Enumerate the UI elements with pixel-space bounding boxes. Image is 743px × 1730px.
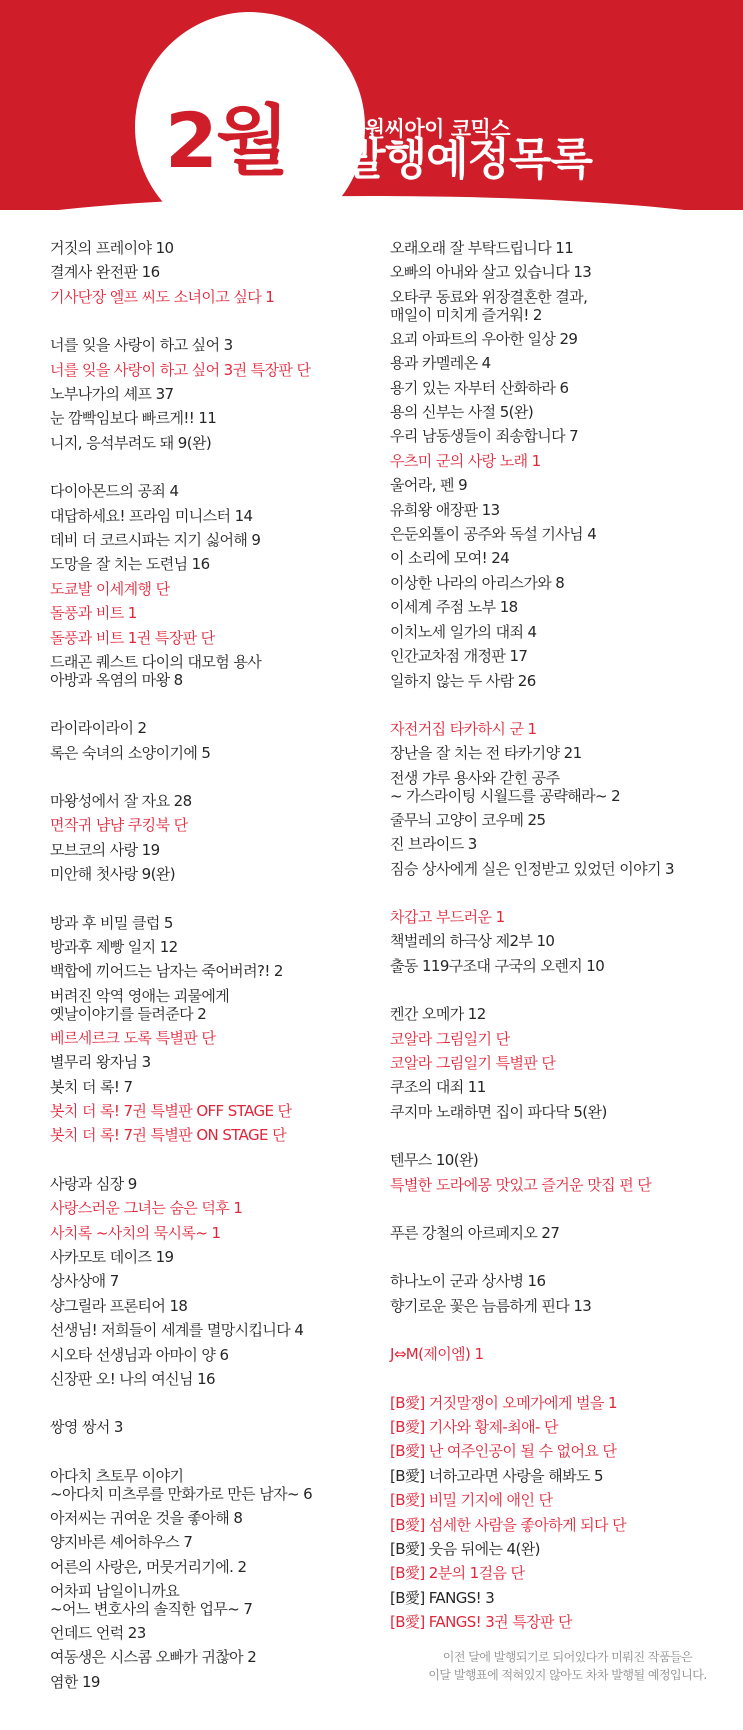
title-item: 향기로운 꽃은 늠름하게 핀다 13 xyxy=(390,1296,592,1315)
title-item: 출동 119구조대 구국의 오렌지 10 xyxy=(390,956,605,975)
title-item: 이치노세 일가의 대죄 4 xyxy=(390,622,537,641)
title-item: 백합에 끼어드는 남자는 죽어버려?! 2 xyxy=(50,962,283,981)
title-item: 미안해 첫사랑 9(완) xyxy=(50,865,176,884)
title-item-highlight: 차갑고 부드러운 1 xyxy=(390,907,505,926)
title-item-highlight: 면작귀 냠냠 쿠킹북 단 xyxy=(50,816,188,835)
title-item: 모브코의 사랑 19 xyxy=(50,840,160,859)
title-item: 신장판 오! 나의 여신님 16 xyxy=(50,1370,215,1389)
title-item: 니지, 응석부려도 돼 9(완) xyxy=(50,433,212,452)
title-item: 이 소리에 모여! 24 xyxy=(390,549,510,568)
header-wave xyxy=(0,196,743,210)
title-group xyxy=(50,333,370,455)
title-group xyxy=(50,479,370,692)
title-item: 이세계 주점 노부 18 xyxy=(390,598,518,617)
title-item: 록은 숙녀의 소양이기에 5 xyxy=(50,743,211,762)
title-item: 이상한 나라의 아리스가와 8 xyxy=(390,573,565,592)
title-item: 눈 깜빡임보다 빠르게!! 11 xyxy=(50,409,217,428)
title-item-highlight: 코알라 그림일기 특별판 단 xyxy=(390,1053,556,1072)
page-title: 발행예정목록 xyxy=(343,134,593,185)
footnote-line: 이전 달에 발행되기로 되어있다가 미뤄진 작품들은 xyxy=(442,1650,693,1664)
title-item: 짐승 상사에게 실은 인정받고 있었던 이야기 3 xyxy=(390,859,674,878)
title-item: 오래오래 잘 부탁드립니다 11 xyxy=(390,239,574,257)
left-column xyxy=(50,236,370,1718)
title-item: 용과 카멜레온 4 xyxy=(390,354,491,373)
title-item: 별무리 왕자님 3 xyxy=(50,1053,151,1072)
title-group xyxy=(390,717,735,881)
footnote-line: 이달 발행표에 적혀있지 않아도 차차 발행될 예정입니다. xyxy=(428,1668,707,1682)
title-item-highlight: 특별한 도라에몽 맛있고 즐거운 맛집 편 단 xyxy=(390,1175,652,1194)
title-item-highlight: J⇔M(제이엠) 1 xyxy=(390,1345,484,1364)
title-item: 언데드 언럭 23 xyxy=(50,1624,146,1643)
title-item-highlight: 봇치 더 록! 7권 특별판 ON STAGE 단 xyxy=(50,1126,286,1145)
title-item: 은둔외톨이 공주와 독설 기사님 4 xyxy=(390,525,597,544)
title-item: 방과후 제빵 일지 12 xyxy=(50,937,178,956)
title-item: 양지바른 셰어하우스 7 xyxy=(50,1533,193,1552)
title-group xyxy=(50,236,370,309)
title-item-highlight: [B愛] 난 여주인공이 될 수 없어요 단 xyxy=(390,1442,617,1461)
title-item: [B愛] 웃음 뒤에는 4(완) xyxy=(390,1540,540,1559)
title-item: 일하지 않는 두 사람 26 xyxy=(390,671,536,690)
title-item xyxy=(390,766,735,808)
title-item-line: 옛날이야기를 들려준다 2 xyxy=(50,1004,207,1023)
title-item-highlight: 봇치 더 록! 7권 특별판 OFF STAGE 단 xyxy=(50,1101,292,1120)
title-item: [B愛] FANGS! 3 xyxy=(390,1588,495,1607)
title-item: 대답하세요! 프라임 미니스터 14 xyxy=(50,506,253,525)
title-item-highlight: 기사단장 엘프 씨도 소녀이고 싶다 1 xyxy=(50,287,275,306)
title-item: 장난을 잘 치는 전 타카기양 21 xyxy=(390,744,582,763)
title-item-highlight: 돌풍과 비트 1 xyxy=(50,604,137,623)
title-item: 마왕성에서 잘 자요 28 xyxy=(50,791,192,810)
title-group xyxy=(390,236,735,693)
title-item-line: ~어느 변호사의 솔직한 업무~ 7 xyxy=(50,1600,253,1619)
title-item: 하나노이 군과 상사병 16 xyxy=(390,1272,546,1291)
title-item: 여동생은 시스콤 오빠가 귀찮아 2 xyxy=(50,1648,257,1667)
title-item: 라이라이라이 2 xyxy=(50,719,147,738)
title-item-line: ~ 가스라이팅 시월드를 공략해라~ 2 xyxy=(390,786,621,805)
title-item: 노부나가의 셰프 37 xyxy=(50,385,174,404)
title-item: 푸른 강철의 아르페지오 27 xyxy=(390,1224,560,1242)
title-group xyxy=(390,1342,735,1366)
title-item-line: ~아다치 미츠루를 만화가로 만든 남자~ 6 xyxy=(50,1484,313,1503)
title-item-line: 오타쿠 동료와 위장결혼한 결과, xyxy=(390,287,588,306)
title-item: 사카모토 데이즈 19 xyxy=(50,1248,174,1266)
title-item-highlight: 도쿄발 이세계행 단 xyxy=(50,579,170,598)
title-item: 진 브라이드 3 xyxy=(390,835,477,854)
title-item-highlight: 코알라 그림일기 단 xyxy=(390,1029,510,1048)
right-column xyxy=(390,236,735,1659)
title-item-highlight: 사랑스러운 그녀는 숨은 덕후 1 xyxy=(50,1199,243,1218)
title-item: 텐무스 10(완) xyxy=(390,1151,479,1170)
title-group xyxy=(50,1172,370,1392)
title-item: 염한 19 xyxy=(50,1672,100,1691)
title-item: 아저씨는 귀여운 것을 좋아해 8 xyxy=(50,1508,243,1527)
title-item-highlight: [B愛] FANGS! 3권 특장판 단 xyxy=(390,1613,572,1632)
title-item: 사랑과 심장 9 xyxy=(50,1174,137,1193)
title-item-highlight: [B愛] 거짓말쟁이 오메가에게 벌을 1 xyxy=(390,1393,617,1412)
title-item: 쿠지마 노래하면 집이 파다닥 5(완) xyxy=(390,1102,607,1121)
title-item: 우리 남동생들이 죄송합니다 7 xyxy=(390,427,579,446)
title-item-line: 드래곤 퀘스트 다이의 대모험 용사 xyxy=(50,653,262,672)
title-item-highlight: 우츠미 군의 사랑 노래 1 xyxy=(390,451,541,470)
title-item: 줄무늬 고양이 코우메 25 xyxy=(390,810,546,829)
title-item: 봇치 더 록! 7 xyxy=(50,1077,133,1096)
title-group xyxy=(390,1269,735,1318)
title-item-highlight: 자전거집 타카하시 군 1 xyxy=(390,719,537,738)
title-item xyxy=(50,650,370,692)
title-item-line: 전생 갸루 용사와 갇힌 공주 xyxy=(390,768,560,787)
title-item-line: 버려진 악역 영애는 괴물에게 xyxy=(50,986,230,1005)
title-item-line: 아방과 옥염의 마왕 8 xyxy=(50,671,183,690)
title-item-highlight: 베르세르크 도록 특별판 단 xyxy=(50,1028,216,1047)
title-item xyxy=(50,1464,370,1506)
title-item: 책벌레의 하극상 제2부 10 xyxy=(390,932,555,951)
title-item: 어른의 사랑은, 머뭇거리기에. 2 xyxy=(50,1557,247,1576)
title-item: 상사상애 7 xyxy=(50,1272,119,1291)
title-item-highlight: 너를 잊을 사랑이 하고 싶어 3권 특장판 단 xyxy=(50,360,311,379)
title-item xyxy=(390,285,735,327)
title-item: 선생님! 저희들이 세계를 멸망시킵니다 4 xyxy=(50,1321,304,1340)
title-item: 용의 신부는 사절 5(완) xyxy=(390,403,534,422)
title-item: 거짓의 프레이야 10 xyxy=(50,239,174,257)
title-item: [B愛] 너하고라면 사랑을 해봐도 5 xyxy=(390,1466,604,1485)
title-item-line: 어차피 남일이니까요 xyxy=(50,1582,180,1601)
title-item-line: 아다치 츠토무 이야기 xyxy=(50,1466,184,1485)
title-item-line: 매일이 미치게 즐거워! 2 xyxy=(390,305,542,324)
month-label: 2월 xyxy=(165,96,288,185)
title-item: 켄간 오메가 12 xyxy=(390,1005,486,1024)
title-group xyxy=(50,911,370,1148)
title-group xyxy=(50,789,370,887)
title-item: 쿠조의 대죄 11 xyxy=(390,1078,486,1097)
title-item: 너를 잊을 사랑이 하고 싶어 3 xyxy=(50,336,233,355)
title-item: 유희왕 애장판 13 xyxy=(390,500,500,519)
title-group xyxy=(50,1415,370,1439)
title-item: 울어라, 펜 9 xyxy=(390,476,468,495)
title-item: 샹그릴라 프론티어 18 xyxy=(50,1296,188,1315)
title-item: 다이아몬드의 공죄 4 xyxy=(50,482,179,501)
title-group xyxy=(390,1002,735,1124)
title-item: 방과 후 비밀 클럽 5 xyxy=(50,913,173,932)
title-group xyxy=(390,1391,735,1635)
title-item: 오빠의 아내와 살고 있습니다 13 xyxy=(390,263,592,282)
title-item xyxy=(50,1579,370,1621)
title-item-highlight: [B愛] 2분의 1걸음 단 xyxy=(390,1564,525,1583)
title-item: 인간교차점 개정판 17 xyxy=(390,647,528,666)
title-item-highlight: 돌풍과 비트 1권 특장판 단 xyxy=(50,628,215,647)
title-group xyxy=(390,905,735,978)
title-group xyxy=(390,1221,735,1245)
title-item: 시오타 선생님과 아마이 양 6 xyxy=(50,1345,229,1364)
title-item-highlight: 사치록 ~사치의 묵시록~ 1 xyxy=(50,1223,221,1242)
title-item xyxy=(50,984,370,1026)
title-item: 도망을 잘 치는 도련님 16 xyxy=(50,555,210,574)
title-item: 용기 있는 자부터 산화하라 6 xyxy=(390,378,569,397)
title-item: 데비 더 코르시파는 지기 싫어해 9 xyxy=(50,531,261,550)
title-item: 요괴 아파트의 우아한 일상 29 xyxy=(390,329,578,348)
title-group xyxy=(50,716,370,765)
title-item: 쌍영 쌍서 3 xyxy=(50,1418,123,1437)
title-item-highlight: [B愛] 기사와 황제-최애- 단 xyxy=(390,1418,558,1437)
title-item: 결계사 완전판 16 xyxy=(50,263,160,282)
title-item-highlight: [B愛] 섬세한 사람을 좋아하게 되다 단 xyxy=(390,1515,627,1534)
publisher-label: 대원씨아이 코믹스 xyxy=(345,117,511,141)
title-group xyxy=(50,1464,370,1694)
title-item-highlight: [B愛] 비밀 기지에 애인 단 xyxy=(390,1491,553,1510)
title-group xyxy=(390,1148,735,1197)
footnote xyxy=(400,1648,735,1684)
header-banner xyxy=(0,0,743,210)
